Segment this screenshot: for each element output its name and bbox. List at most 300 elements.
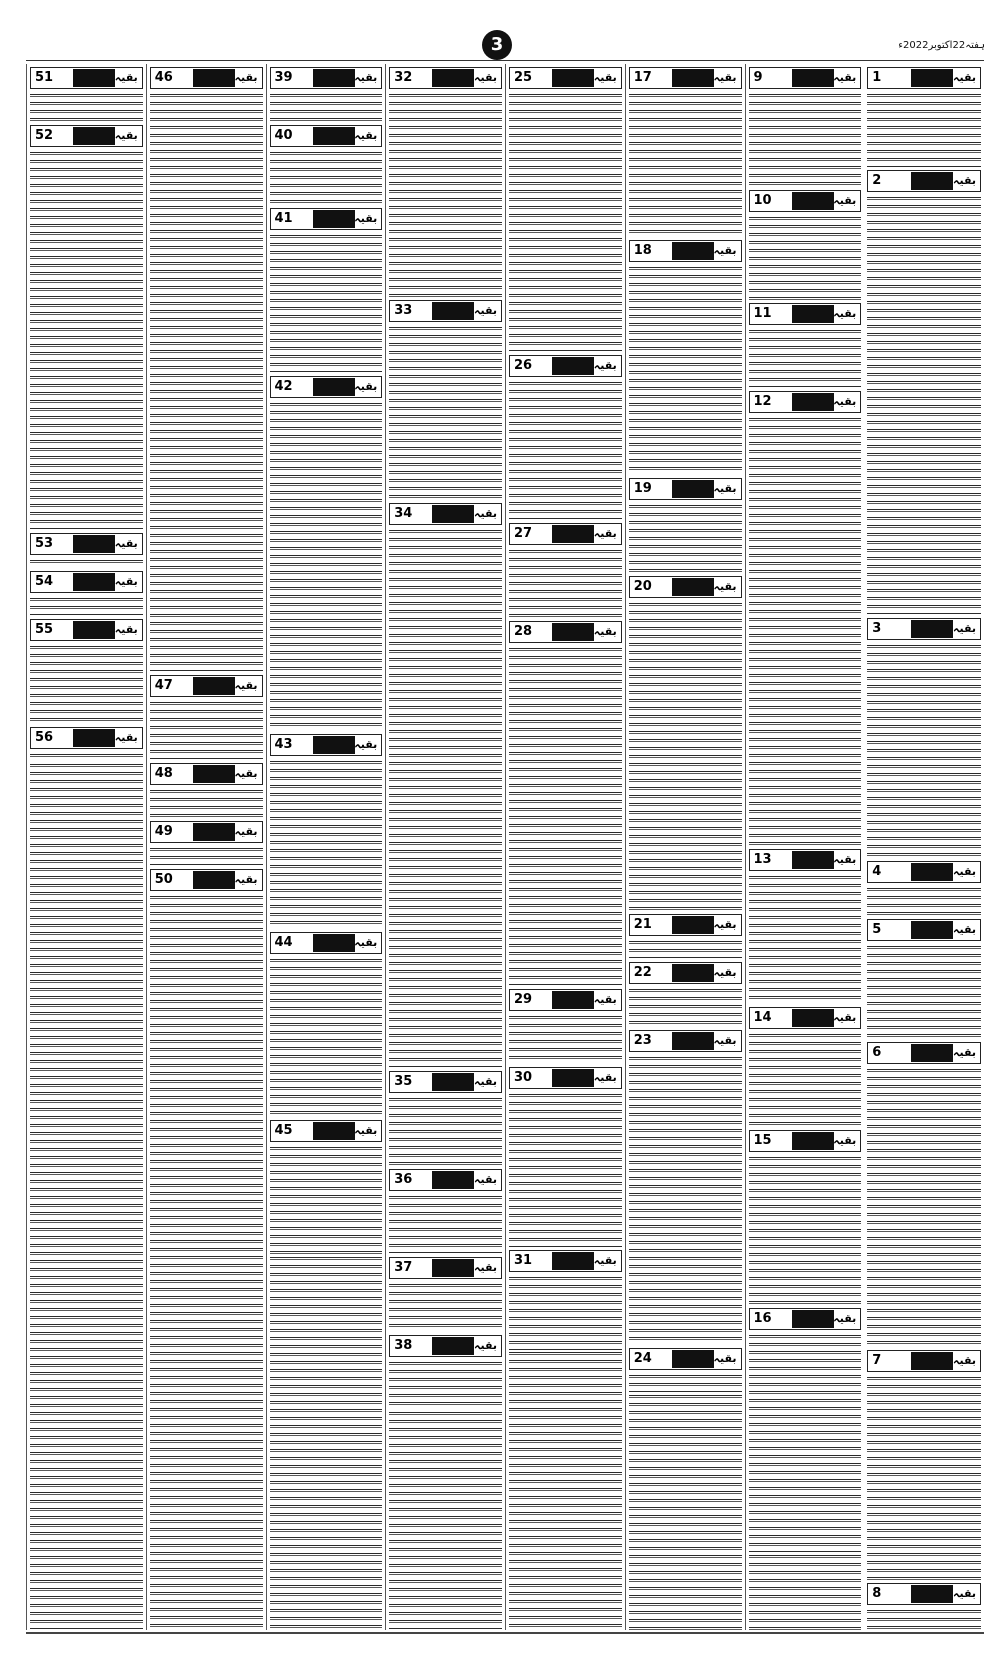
bulletin-label: بقیہ [234,679,258,692]
header-black-bar [672,578,714,596]
header-black-bar [193,765,235,783]
bulletin-label: بقیہ [114,129,138,142]
bulletin-number: 44 [274,935,293,950]
bulletin-header-21 [629,914,742,936]
bulletin-label: بقیہ [474,1261,497,1274]
continuation-text-block [509,1350,622,1630]
bulletin-header-34 [389,503,502,525]
bulletin-label: بقیہ [354,380,378,393]
continuation-text-block [749,874,862,1004]
bulletin-header-15 [749,1130,862,1152]
continuation-text-block [749,328,862,388]
bulletin-label: بقیہ [114,731,138,744]
continuation-text-block [629,601,742,911]
bulletin-header-6 [867,1042,981,1064]
bulletin-number: 45 [274,1123,293,1138]
header-black-bar [313,1122,355,1140]
bulletin-label: بقیہ [953,1354,976,1367]
bulletin-header-56 [30,727,143,749]
bulletin-label: بقیہ [713,1034,737,1047]
bulletin-label: بقیہ [953,71,976,84]
bulletin-header-9 [749,67,862,89]
bulletin-label: بقیہ [953,923,976,936]
header-black-bar [73,69,115,87]
continuation-text-block [389,1194,502,1254]
bulletin-number: 24 [633,1351,652,1366]
continuation-text-block [389,1096,502,1166]
continuation-text-block [749,1032,862,1127]
column-4 [505,64,625,1630]
bulletin-number: 46 [154,70,173,85]
header-black-bar [432,1337,474,1355]
header-black-bar [672,242,714,260]
continuation-text-block [150,92,263,672]
bulletin-label: بقیہ [234,767,258,780]
bulletin-header-40 [270,125,383,147]
continuation-text-block [30,596,143,616]
bulletin-header-33 [389,300,502,322]
continuation-text-block [867,1375,981,1580]
bulletin-label: بقیہ [354,738,378,751]
continuation-text-block [867,1067,981,1347]
bulletin-number: 50 [154,872,173,887]
bulletin-header-28 [509,621,622,643]
header-black-bar [911,69,953,87]
bulletin-number: 2 [872,173,882,188]
bulletin-header-54 [30,571,143,593]
bulletin-number: 38 [394,1338,413,1353]
bulletin-number: 17 [633,70,652,85]
header-black-bar [672,916,714,934]
continuation-text-block [150,788,263,818]
bulletin-label: بقیہ [833,853,857,866]
bulletin-label: بقیہ [354,129,378,142]
bulletin-label: بقیہ [953,174,976,187]
bulletin-header-13 [749,849,862,871]
bulletin-label: بقیہ [713,71,737,84]
header-black-bar [193,871,235,889]
bulletin-label: بقیہ [474,1339,497,1352]
bulletin-number: 26 [514,358,533,373]
continuation-text-block [867,195,981,615]
header-black-bar [432,302,474,320]
bulletin-label: بقیہ [474,1173,497,1186]
bulletin-header-50 [150,869,263,891]
header-black-bar [792,1009,834,1027]
bulletin-label: بقیہ [833,71,857,84]
header-black-bar [73,573,115,591]
bulletin-header-10 [749,190,862,212]
bulletin-label: بقیہ [713,580,737,593]
continuation-text-block [629,265,742,475]
bulletin-label: بقیہ [354,212,378,225]
bulletin-header-51 [30,67,143,89]
header-black-bar [552,991,594,1009]
continuation-text-block [867,643,981,858]
bulletin-number: 51 [35,70,54,85]
continuation-text-block [30,92,143,122]
bulletin-number: 37 [394,1260,413,1275]
bulletin-header-14 [749,1007,862,1029]
header-black-bar [552,69,594,87]
continuation-text-block [270,150,383,205]
continuation-text-block [509,92,622,352]
bulletin-header-11 [749,303,862,325]
bulletin-number: 9 [753,70,763,85]
bulletin-number: 33 [394,303,413,318]
header-black-bar [73,729,115,747]
bulletin-number: 43 [274,737,293,752]
continuation-text-block [389,1360,502,1410]
continuation-text-block [749,416,862,846]
bulletin-header-27 [509,523,622,545]
header-black-bar [792,69,834,87]
bulletin-number: 25 [514,70,533,85]
bottom-rule [26,1632,984,1634]
bulletin-number: 48 [154,766,173,781]
bulletin-header-36 [389,1169,502,1191]
column-7 [146,64,266,1630]
top-rule [26,60,984,61]
bulletin-header-45 [270,1120,383,1142]
continuation-text-block [270,957,383,1117]
header-black-bar [313,736,355,754]
bulletin-number: 53 [35,536,54,551]
header-black-bar [313,69,355,87]
header-black-bar [552,1252,594,1270]
continuation-text-block [30,644,143,724]
bulletin-label: بقیہ [593,527,617,540]
bulletin-header-8 [867,1583,981,1605]
continuation-text-block [389,92,502,297]
bulletin-header-39 [270,67,383,89]
bulletin-label: بقیہ [114,575,138,588]
bulletin-number: 22 [633,965,652,980]
bulletin-header-12 [749,391,862,413]
bulletin-number: 47 [154,678,173,693]
bulletin-header-5 [867,919,981,941]
bulletin-header-7 [867,1350,981,1372]
bulletin-header-4 [867,861,981,883]
bulletin-header-52 [30,125,143,147]
continuation-text-block [629,1393,742,1630]
continuation-text-block [749,92,862,187]
bulletin-label: بقیہ [354,1124,378,1137]
bulletin-header-42 [270,376,383,398]
bulletin-number: 30 [514,1070,533,1085]
header-black-bar [73,127,115,145]
bulletin-label: بقیہ [593,1254,617,1267]
bulletin-number: 20 [633,579,652,594]
bulletin-label: بقیہ [234,873,258,886]
bulletin-number: 19 [633,481,652,496]
header-black-bar [432,69,474,87]
continuation-text-block [150,846,263,866]
continuation-text-block [509,548,622,618]
dateline: ہفتہ22اکتوبر2022ء [898,40,985,51]
continuation-text-block [509,1014,622,1064]
bulletin-number: 3 [872,621,882,636]
bulletin-header-38 [389,1335,502,1357]
bulletin-number: 6 [872,1045,882,1060]
bulletin-label: بقیہ [114,623,138,636]
bulletin-number: 11 [753,306,772,321]
bulletin-label: بقیہ [593,359,617,372]
continuation-text-block [270,1145,383,1255]
bulletin-label: بقیہ [474,1075,497,1088]
bulletin-label: بقیہ [474,304,497,317]
bulletin-number: 28 [514,624,533,639]
continuation-text-block [629,92,742,237]
bulletin-label: بقیہ [953,1046,976,1059]
continuation-text-block [270,401,383,731]
bulletin-header-43 [270,734,383,756]
header-black-bar [911,172,953,190]
continuation-columns [26,64,984,1630]
bulletin-number: 4 [872,864,882,879]
header-black-bar [792,1132,834,1150]
bulletin-number: 52 [35,128,54,143]
bulletin-number: 15 [753,1133,772,1148]
header-black-bar [73,621,115,639]
bulletin-number: 8 [872,1586,882,1601]
bulletin-number: 41 [274,211,293,226]
bulletin-label: بقیہ [953,865,976,878]
header-black-bar [911,620,953,638]
bulletin-header-53 [30,533,143,555]
continuation-text-block [749,215,862,300]
continuation-text-block [270,759,383,929]
continuation-text-block [509,380,622,520]
header-black-bar [313,210,355,228]
bulletin-header-37 [389,1257,502,1279]
bulletin-header-49 [150,821,263,843]
bulletin-header-30 [509,1067,622,1089]
header-black-bar [911,1585,953,1603]
bulletin-number: 23 [633,1033,652,1048]
header-black-bar [552,623,594,641]
bulletin-label: بقیہ [833,395,857,408]
bulletin-number: 42 [274,379,293,394]
continuation-text-block [150,1094,263,1630]
continuation-text-block [629,1373,742,1393]
header-black-bar [73,535,115,553]
bulletin-number: 32 [394,70,413,85]
header-black-bar [672,1350,714,1368]
bulletin-header-17 [629,67,742,89]
header-black-bar [552,525,594,543]
header-black-bar [193,677,235,695]
continuation-text-block [30,752,143,762]
header-black-bar [432,505,474,523]
column-6 [266,64,386,1630]
bulletin-header-26 [509,355,622,377]
continuation-text-block [30,150,143,530]
bulletin-number: 16 [753,1311,772,1326]
bulletin-header-16 [749,1308,862,1330]
header-black-bar [193,823,235,841]
header-black-bar [911,1044,953,1062]
continuation-text-block [629,503,742,573]
bulletin-number: 12 [753,394,772,409]
header-black-bar [792,1310,834,1328]
header-black-bar [313,127,355,145]
bulletin-number: 31 [514,1253,533,1268]
bulletin-label: بقیہ [114,71,138,84]
continuation-text-block [389,325,502,500]
bulletin-label: بقیہ [474,71,497,84]
bulletin-header-22 [629,962,742,984]
bulletin-label: بقیہ [833,1011,857,1024]
continuation-text-block [389,1282,502,1332]
bulletin-header-19 [629,478,742,500]
bulletin-header-3 [867,618,981,640]
column-8 [26,64,146,1630]
bulletin-label: بقیہ [713,918,737,931]
bulletin-number: 34 [394,506,413,521]
bulletin-header-55 [30,619,143,641]
bulletin-label: بقیہ [593,1071,617,1084]
bulletin-header-20 [629,576,742,598]
bulletin-label: بقیہ [953,1587,976,1600]
bulletin-number: 54 [35,574,54,589]
bulletin-label: بقیہ [833,307,857,320]
header-black-bar [432,1259,474,1277]
bulletin-header-46 [150,67,263,89]
header-black-bar [792,851,834,869]
continuation-text-block [150,894,263,1094]
bulletin-label: بقیہ [833,1312,857,1325]
continuation-text-block [270,92,383,122]
bulletin-header-1 [867,67,981,89]
continuation-text-block [270,233,383,373]
continuation-text-block [150,700,263,760]
bulletin-label: بقیہ [713,482,737,495]
bulletin-label: بقیہ [593,993,617,1006]
bulletin-label: بقیہ [354,71,378,84]
bulletin-label: بقیہ [474,507,497,520]
continuation-text-block [509,646,622,986]
bulletin-label: بقیہ [354,936,378,949]
bulletin-header-44 [270,932,383,954]
bulletin-label: بقیہ [713,244,737,257]
continuation-text-block [867,1608,981,1630]
bulletin-number: 40 [274,128,293,143]
bulletin-label: بقیہ [234,71,258,84]
header-black-bar [792,305,834,323]
bulletin-number: 39 [274,70,293,85]
continuation-text-block [749,1553,862,1630]
bulletin-number: 49 [154,824,173,839]
continuation-text-block [629,939,742,959]
continuation-text-block [629,1055,742,1345]
bulletin-header-23 [629,1030,742,1052]
bulletin-header-41 [270,208,383,230]
bulletin-header-24 [629,1348,742,1370]
continuation-text-block [629,987,742,1027]
bulletin-label: بقیہ [234,825,258,838]
header-black-bar [552,357,594,375]
continuation-text-block [867,886,981,916]
header-black-bar [792,192,834,210]
column-3 [625,64,745,1630]
continuation-text-block [867,944,981,1039]
header-black-bar [193,69,235,87]
bulletin-header-29 [509,989,622,1011]
bulletin-label: بقیہ [953,622,976,635]
bulletin-number: 21 [633,917,652,932]
header-black-bar [672,964,714,982]
header-black-bar [911,863,953,881]
bulletin-header-47 [150,675,263,697]
continuation-text-block [509,1092,622,1247]
bulletin-number: 5 [872,922,882,937]
continuation-text-block [749,1333,862,1553]
bulletin-header-31 [509,1250,622,1272]
bulletin-label: بقیہ [713,1352,737,1365]
header-black-bar [432,1171,474,1189]
bulletin-header-2 [867,170,981,192]
column-2 [745,64,865,1630]
bulletin-number: 35 [394,1074,413,1089]
bulletin-number: 36 [394,1172,413,1187]
bulletin-number: 55 [35,622,54,637]
bulletin-header-25 [509,67,622,89]
header-black-bar [313,934,355,952]
page-number: 3 [482,30,512,60]
header-black-bar [432,1073,474,1091]
bulletin-header-48 [150,763,263,785]
continuation-text-block [30,558,143,568]
bulletin-label: بقیہ [833,1134,857,1147]
continuation-text-block [389,528,502,1068]
continuation-text-block [749,1155,862,1305]
bulletin-header-18 [629,240,742,262]
bulletin-number: 13 [753,852,772,867]
bulletin-label: بقیہ [593,71,617,84]
bulletin-number: 10 [753,193,772,208]
header-black-bar [313,378,355,396]
bulletin-label: بقیہ [713,966,737,979]
bulletin-number: 27 [514,526,533,541]
continuation-text-block [270,1255,383,1630]
header-black-bar [672,1032,714,1050]
bulletin-label: بقیہ [833,194,857,207]
column-5 [385,64,505,1630]
bulletin-label: بقیہ [593,625,617,638]
header-black-bar [552,1069,594,1087]
header-black-bar [672,480,714,498]
bulletin-label: بقیہ [114,537,138,550]
header-black-bar [672,69,714,87]
bulletin-number: 56 [35,730,54,745]
continuation-text-block [509,1275,622,1350]
bulletin-header-35 [389,1071,502,1093]
continuation-text-block [389,1410,502,1630]
header-black-bar [911,1352,953,1370]
bulletin-number: 29 [514,992,533,1007]
header-black-bar [792,393,834,411]
bulletin-number: 18 [633,243,652,258]
column-1 [864,64,984,1630]
bulletin-number: 1 [872,70,882,85]
header-black-bar [911,921,953,939]
bulletin-header-32 [389,67,502,89]
continuation-text-block [30,762,143,1630]
bulletin-number: 7 [872,1353,882,1368]
continuation-text-block [867,92,981,167]
bulletin-number: 14 [753,1010,772,1025]
